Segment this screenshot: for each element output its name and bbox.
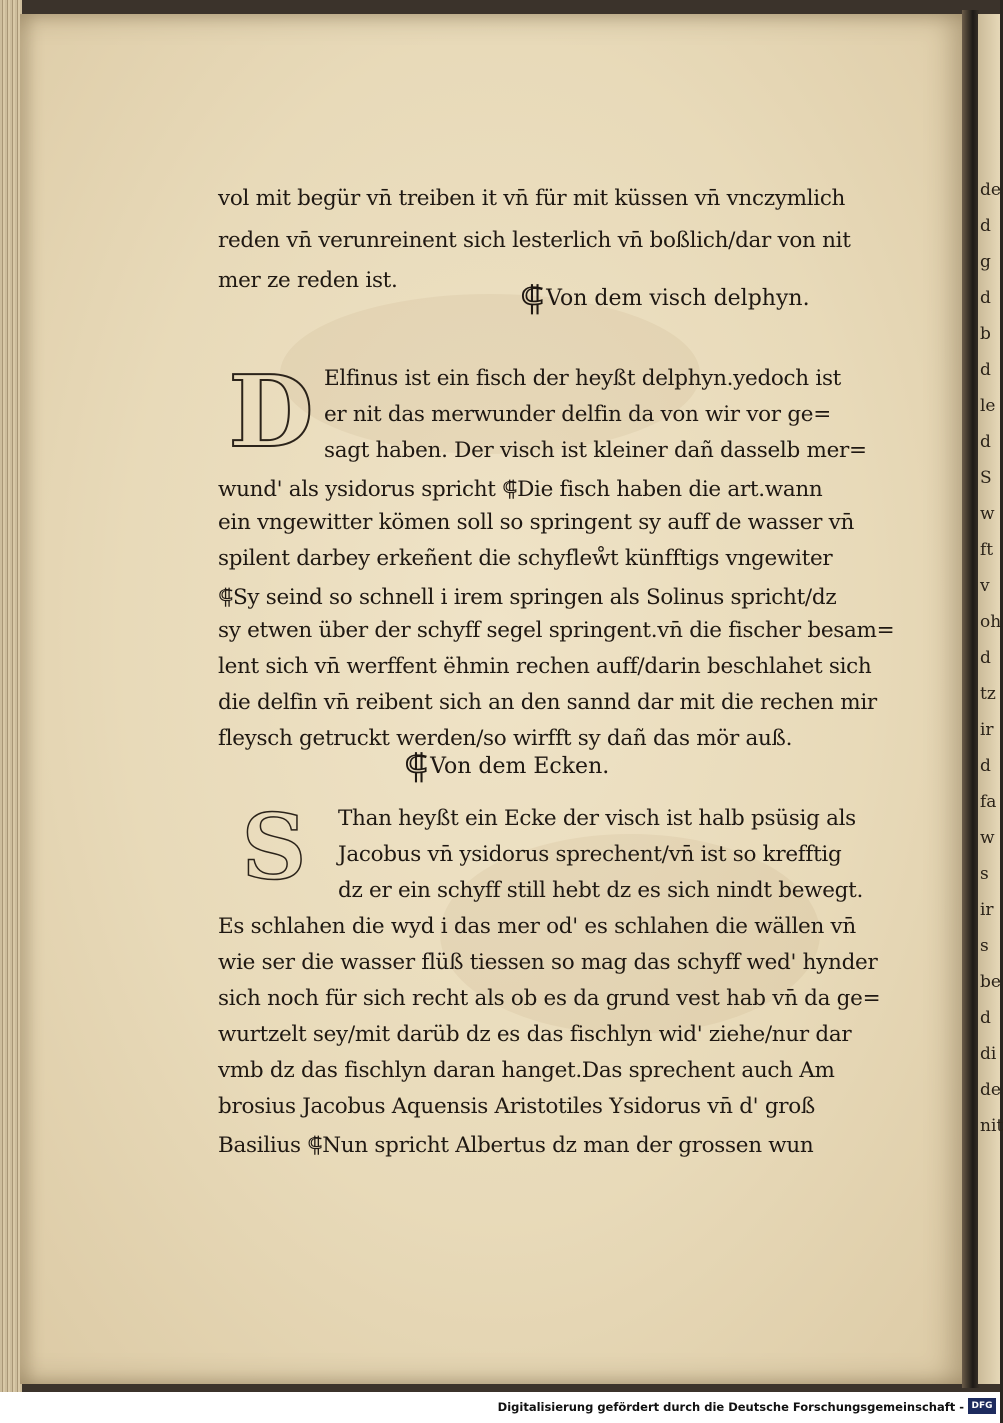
next-page-text-fragment: di	[980, 1044, 997, 1064]
text-line: spilent darbey erkeñent die schyfleẘt künfftigs vngewiter	[218, 546, 833, 571]
next-page-text-fragment: w	[980, 504, 995, 524]
next-page-text-fragment: de	[980, 180, 1001, 200]
next-page-text-fragment: be	[980, 972, 1001, 992]
text-line: reden vn̄ verunreinent sich lesterlich vn̄ boßlich/dar von nit	[218, 228, 851, 253]
next-page-text-fragment: s	[980, 936, 989, 956]
text-line: wund' als ysidorus spricht ⸿Die fisch haben die art.wann	[218, 477, 823, 502]
heading-text: Von dem Ecken.	[430, 754, 610, 779]
text-line: vmb dz das fischlyn daran hanget.Das sprechent auch Am	[218, 1058, 835, 1083]
next-page-text-fragment: ft	[980, 540, 994, 560]
next-page-text-fragment: d	[980, 432, 991, 452]
text-line: wurtzelt sey/mit darüb dz es das fischlyn wid' ziehe/nur dar	[218, 1022, 852, 1047]
heading-text: Von dem visch delphyn.	[546, 286, 810, 311]
next-page-text-fragment: oh	[980, 612, 1002, 632]
text-line: wie ser die wasser flüß tiessen so mag das schyff wed' hynder	[218, 950, 878, 975]
next-page-text-fragment: d	[980, 216, 991, 236]
book-page	[20, 14, 972, 1384]
text-line: Basilius ⸿Nun spricht Albertus dz man der grossen wun	[218, 1133, 814, 1158]
next-page-text-fragment: s	[980, 864, 989, 884]
next-page-text-fragment: b	[980, 324, 991, 344]
section-heading-ecken	[404, 747, 610, 787]
next-page-text-fragment: tz	[980, 684, 996, 704]
next-page-text-fragment: nit	[980, 1116, 1003, 1136]
next-page-text-fragment: S	[980, 468, 992, 488]
pilcrow-mark: ⸿	[404, 747, 429, 787]
next-page-text-fragment: d	[980, 756, 991, 776]
next-page-text-fragment: d	[980, 648, 991, 668]
text-line: dz er ein schyff still hebt dz es sich nindt bewegt.	[338, 878, 864, 903]
section-heading-delphyn	[520, 279, 810, 319]
text-line: sich noch für sich recht als ob es da grund vest hab vn̄ da ge=	[218, 986, 881, 1011]
dfg-logo: DFG	[968, 1398, 996, 1414]
left-page-edges	[0, 0, 22, 1392]
next-page-text-fragment: g	[980, 252, 991, 272]
text-line: die delfin vn̄ reibent sich an den sannd dar mit die rechen mir	[218, 690, 877, 715]
text-line: sagt haben. Der visch ist kleiner dañ dasselb mer=	[324, 438, 867, 463]
next-page-text-fragment: v	[980, 576, 990, 596]
text-line: lent sich vn̄ werffent ëhmin rechen auff/darin beschlahet sich	[218, 654, 872, 679]
funding-credit: Digitalisierung gefördert durch die Deutsche Forschungsgemeinschaft -	[497, 1400, 964, 1414]
text-line: mer ze reden ist.	[218, 268, 398, 293]
footer-bar	[0, 1392, 1000, 1423]
next-page-text-fragment: ir	[980, 900, 994, 920]
text-line: fleysch getruckt werden/so wirfft sy dañ das mör auß.	[218, 726, 793, 751]
text-line: Than heyßt ein Ecke der visch ist halb psüsig als	[338, 806, 856, 831]
pilcrow-mark: ⸿	[520, 279, 545, 319]
text-line: Elfinus ist ein fisch der heyßt delphyn.yedoch ist	[324, 366, 842, 391]
next-page-text-fragment: fa	[980, 792, 997, 812]
decorated-initial-d: D	[228, 355, 314, 470]
next-page-text-fragment: ir	[980, 720, 994, 740]
next-page-text-fragment: w	[980, 828, 995, 848]
next-page-text-fragment: le	[980, 396, 996, 416]
text-line: brosius Jacobus Aquensis Aristotiles Ysidorus vn̄ d' groß	[218, 1094, 815, 1119]
text-line: Jacobus vn̄ ysidorus sprechent/vn̄ ist so krefftig	[338, 842, 842, 867]
next-page-text-fragment: d	[980, 1008, 991, 1028]
text-line: ⸿Sy seind so schnell i irem springen als Solinus spricht/dz	[218, 585, 837, 610]
text-line: Es schlahen die wyd i das mer od' es schlahen die wällen vn̄	[218, 914, 856, 939]
next-page-text-fragment: de	[980, 1080, 1001, 1100]
text-line: sy etwen über der schyff segel springent.vn̄ die fischer besam=	[218, 618, 895, 643]
text-line: ein vngewitter kömen soll so springent sy auff de wasser vn̄	[218, 510, 855, 535]
next-page-text-fragment: d	[980, 360, 991, 380]
decorated-initial-s: S	[241, 794, 307, 900]
text-line: vol mit begür vn̄ treiben it vn̄ für mit küssen vn̄ vnczymlich	[218, 186, 846, 211]
next-page-text-fragment: d	[980, 288, 991, 308]
text-line: er nit das merwunder delfin da von wir vor ge=	[324, 402, 831, 427]
next-page-edge	[978, 14, 1003, 1384]
